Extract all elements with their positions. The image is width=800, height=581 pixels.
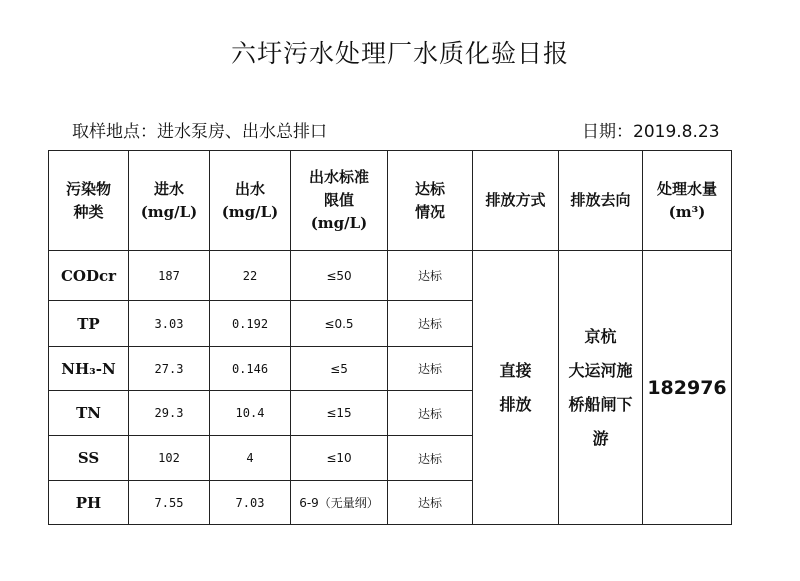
cell-inflow: 3.03: [129, 301, 210, 347]
cell-pollutant: SS: [49, 436, 129, 481]
cell-pollutant: NH₃-N: [49, 347, 129, 391]
header-discharge-method: 排放方式: [473, 151, 559, 251]
cell-discharge-destination: 京杭 大运河施 桥船闸下 游: [559, 251, 643, 525]
sampling-location: 取样地点：进水泵房、出水总排口: [72, 122, 327, 142]
cell-limit: ≤15: [291, 391, 388, 436]
cell-inflow: 29.3: [129, 391, 210, 436]
header-limit: 出水标准 限值 (mg/L): [291, 151, 388, 251]
cell-inflow: 102: [129, 436, 210, 481]
cell-outflow: 0.192: [210, 301, 291, 347]
cell-status: 达标: [388, 347, 473, 391]
header-pollutant: 污染物 种类: [49, 151, 129, 251]
report-title: 六圩污水处理厂水质化验日报: [230, 39, 569, 68]
header-outflow: 出水 (mg/L): [210, 151, 291, 251]
cell-treatment-volume: 182976: [643, 251, 732, 525]
cell-inflow: 7.55: [129, 481, 210, 525]
cell-status: 达标: [388, 301, 473, 347]
cell-outflow: 22: [210, 251, 291, 301]
cell-outflow: 4: [210, 436, 291, 481]
cell-status: 达标: [388, 391, 473, 436]
cell-limit: ≤50: [291, 251, 388, 301]
cell-pollutant: TN: [49, 391, 129, 436]
cell-inflow: 27.3: [129, 347, 210, 391]
cell-discharge-method: 直接 排放: [473, 251, 559, 525]
cell-outflow: 7.03: [210, 481, 291, 525]
cell-pollutant: TP: [49, 301, 129, 347]
water-quality-table: [48, 150, 732, 525]
cell-outflow: 0.146: [210, 347, 291, 391]
cell-pollutant: CODcr: [49, 251, 129, 301]
cell-status: 达标: [388, 436, 473, 481]
report-date: 日期：2019.8.23: [582, 122, 720, 142]
header-treatment-volume: 处理水量 (m³): [643, 151, 732, 251]
cell-limit: ≤0.5: [291, 301, 388, 347]
cell-pollutant: PH: [49, 481, 129, 525]
cell-inflow: 187: [129, 251, 210, 301]
header-discharge-destination: 排放去向: [559, 151, 643, 251]
cell-status: 达标: [388, 251, 473, 301]
header-compliance: 达标 情况: [388, 151, 473, 251]
cell-outflow: 10.4: [210, 391, 291, 436]
cell-limit: 6-9（无量纲）: [291, 481, 388, 525]
header-inflow: 进水 (mg/L): [129, 151, 210, 251]
table-header-row: [49, 151, 732, 251]
cell-limit: ≤5: [291, 347, 388, 391]
cell-status: 达标: [388, 481, 473, 525]
table-row: [49, 251, 732, 301]
cell-limit: ≤10: [291, 436, 388, 481]
